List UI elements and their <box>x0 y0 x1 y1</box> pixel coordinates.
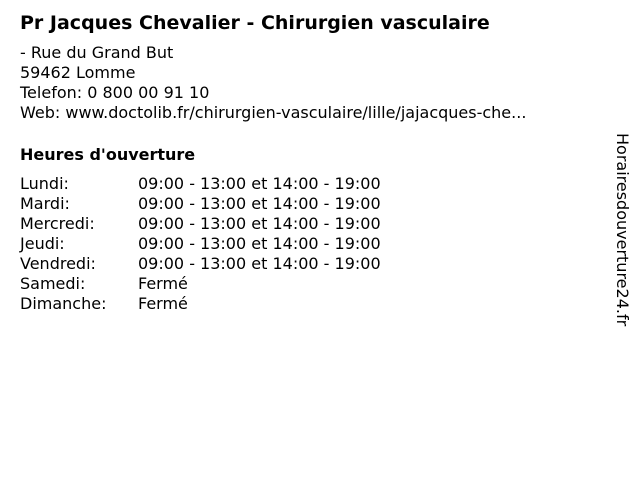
day-hours: 09:00 - 13:00 et 14:00 - 19:00 <box>138 234 381 253</box>
hours-row-mardi <box>20 194 381 214</box>
day-label: Mardi: <box>20 194 70 213</box>
site-watermark: Horairesdouverture24.fr <box>613 133 632 327</box>
hours-row-mercredi <box>20 214 381 234</box>
hours-row-samedi <box>20 274 381 294</box>
day-label: Lundi: <box>20 174 69 193</box>
day-label: Mercredi: <box>20 214 95 233</box>
day-hours: Fermé <box>138 274 188 293</box>
page-title: Pr Jacques Chevalier - Chirurgien vasculaire <box>20 12 490 34</box>
day-hours: 09:00 - 13:00 et 14:00 - 19:00 <box>138 194 381 213</box>
hours-row-dimanche <box>20 294 381 314</box>
day-hours: Fermé <box>138 294 188 313</box>
hours-row-jeudi <box>20 234 381 254</box>
phone-number: Telefon: 0 800 00 91 10 <box>20 83 210 102</box>
day-hours: 09:00 - 13:00 et 14:00 - 19:00 <box>138 214 381 233</box>
hours-table <box>20 174 381 314</box>
day-label: Dimanche: <box>20 294 107 313</box>
day-hours: 09:00 - 13:00 et 14:00 - 19:00 <box>138 174 381 193</box>
hours-row-lundi <box>20 174 381 194</box>
day-label: Vendredi: <box>20 254 96 273</box>
hours-heading: Heures d'ouverture <box>20 145 196 164</box>
day-label: Samedi: <box>20 274 86 293</box>
day-hours: 09:00 - 13:00 et 14:00 - 19:00 <box>138 254 381 273</box>
street-address: - Rue du Grand But <box>20 43 174 62</box>
city-postcode: 59462 Lomme <box>20 63 136 82</box>
website-url: Web: www.doctolib.fr/chirurgien-vasculaire/lille/jajacques-che... <box>20 103 527 122</box>
hours-row-vendredi <box>20 254 381 274</box>
day-label: Jeudi: <box>20 234 65 253</box>
contact-block <box>20 43 526 123</box>
